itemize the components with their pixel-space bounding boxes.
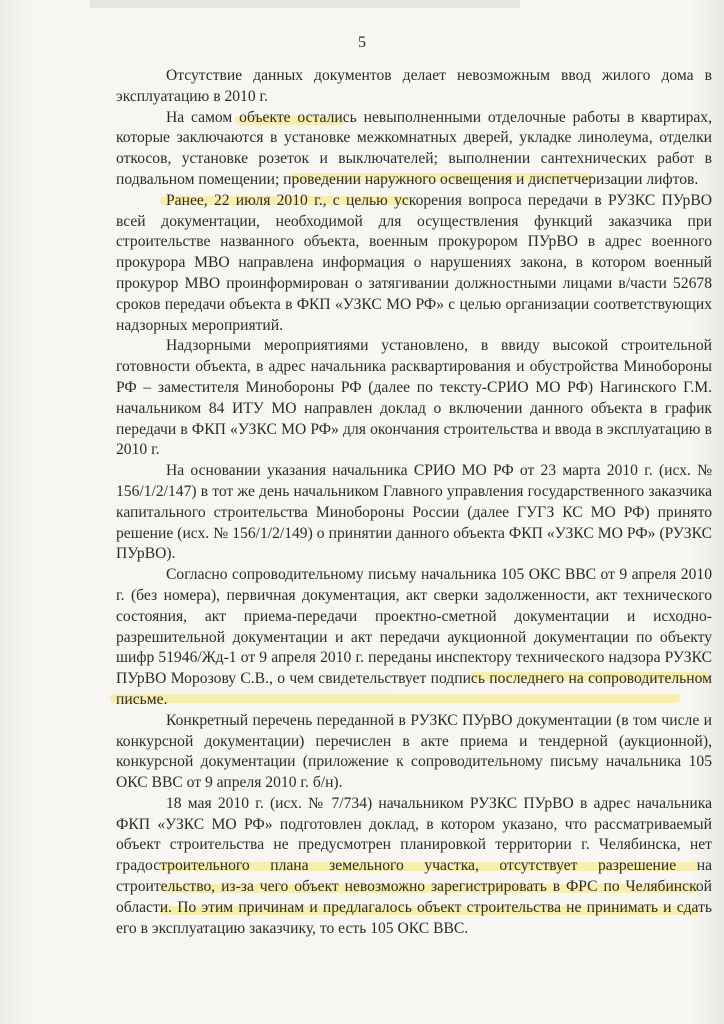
paragraph: Ранее, 22 июля 2010 г., с целью ускорения вопроса передачи в РУЗКС ПУрВО всей документации, необходимой для осуществления функций заказчика при строительстве названного объекта, военным прокурором ПУрВО в адрес военного прокурора МВО направлена информация о нарушениях закона, в котором военный прокурор МВО проинформирован о затягивании должностными лицами в/части 52678 сроков передачи объекта в ФКП «УЗКС МО РФ» с целью организации соответствующих надзорных мероприятий. xyxy=(116,191,712,334)
scan-top-edge xyxy=(90,0,520,8)
page-number: 5 xyxy=(358,34,366,51)
paragraph: На самом объекте остались невыполненными отделочные работы в квартирах, которые заключаются в установке межкомнатных дверей, укладке линолеума, отделки откосов, установке розеток и выключателей; выполнении сантехнических работ в подвальном помещении; проведении наружного освещения и диспетчеризации лифтов. xyxy=(116,108,712,188)
paragraph: Надзорными мероприятиями установлено, в ввиду высокой строительной готовности объекта, в адрес начальника расквартирования и обустройства Минобороны РФ – заместителя Минобороны РФ (далее по тексту-СРИО МО РФ) Нагинского Г.М. начальником 84 ИТУ МО направлен доклад о включении данного объекта в график передачи в ФКП «УЗКС МО РФ» для окончания строительства и ввода в эксплуатацию в 2010 г. xyxy=(116,337,712,459)
paragraph: Отсутствие данных документов делает невозможным ввод жилого дома в эксплуатацию в 2010 г. xyxy=(116,67,712,105)
paragraph: 18 мая 2010 г. (исх. № 7/734) начальником РУЗКС ПУрВО в адрес начальника ФКП «УЗКС МО РФ» подготовлен доклад, в котором указано, что рассматриваемый объект строительства не предусмотрен планировкой территории г. Челябинска, нет градостроительного плана земельного участка, отсутствует разрешение на строительство, из-за чего объект невозможно зарегистрировать в ФРС по Челябинской области. По этим причинам и предлагалось объект строительства не принимать и сдать его в эксплуатацию заказчику, то есть 105 ОКС ВВС. xyxy=(116,794,712,937)
paragraph: На основании указания начальника СРИО МО РФ от 23 марта 2010 г. (исх. № 156/1/2/147) в тот же день начальником Главного управления государственного заказчика капитального строительства Минобороны России (далее ГУГЗ КС МО РФ) принято решение (исх. № 156/1/2/149) о принятии данного объекта ФКП «УЗКС МО РФ» (РУЗКС ПУрВО). xyxy=(116,462,712,563)
paragraph: Конкретный перечень переданной в РУЗКС ПУрВО документации (в том числе и конкурсной документации) перечислен в акте приема и тендерной (аукционной), конкурсной документации (приложение к сопроводительному письму начальника 105 ОКС ВВС от 9 апреля 2010 г. б/н). xyxy=(116,711,712,792)
document-body xyxy=(116,66,712,939)
paragraph: Согласно сопроводительному письму начальника 105 ОКС ВВС от 9 апреля 2010 г. (без номера), первичная документация, акт сверки задолженности, акт технического состояния, акт приема-передачи проектно-сметной документации и исходно-разрешительной документации и акт передачи аукционной документации по объекту шифр 51946/Жд-1 от 9 апреля 2010 г. переданы инспектору технического надзора РУЗКС ПУрВО Морозову С.В., о чем свидетельствует подпись последнего на сопроводительном письме. xyxy=(116,566,712,708)
